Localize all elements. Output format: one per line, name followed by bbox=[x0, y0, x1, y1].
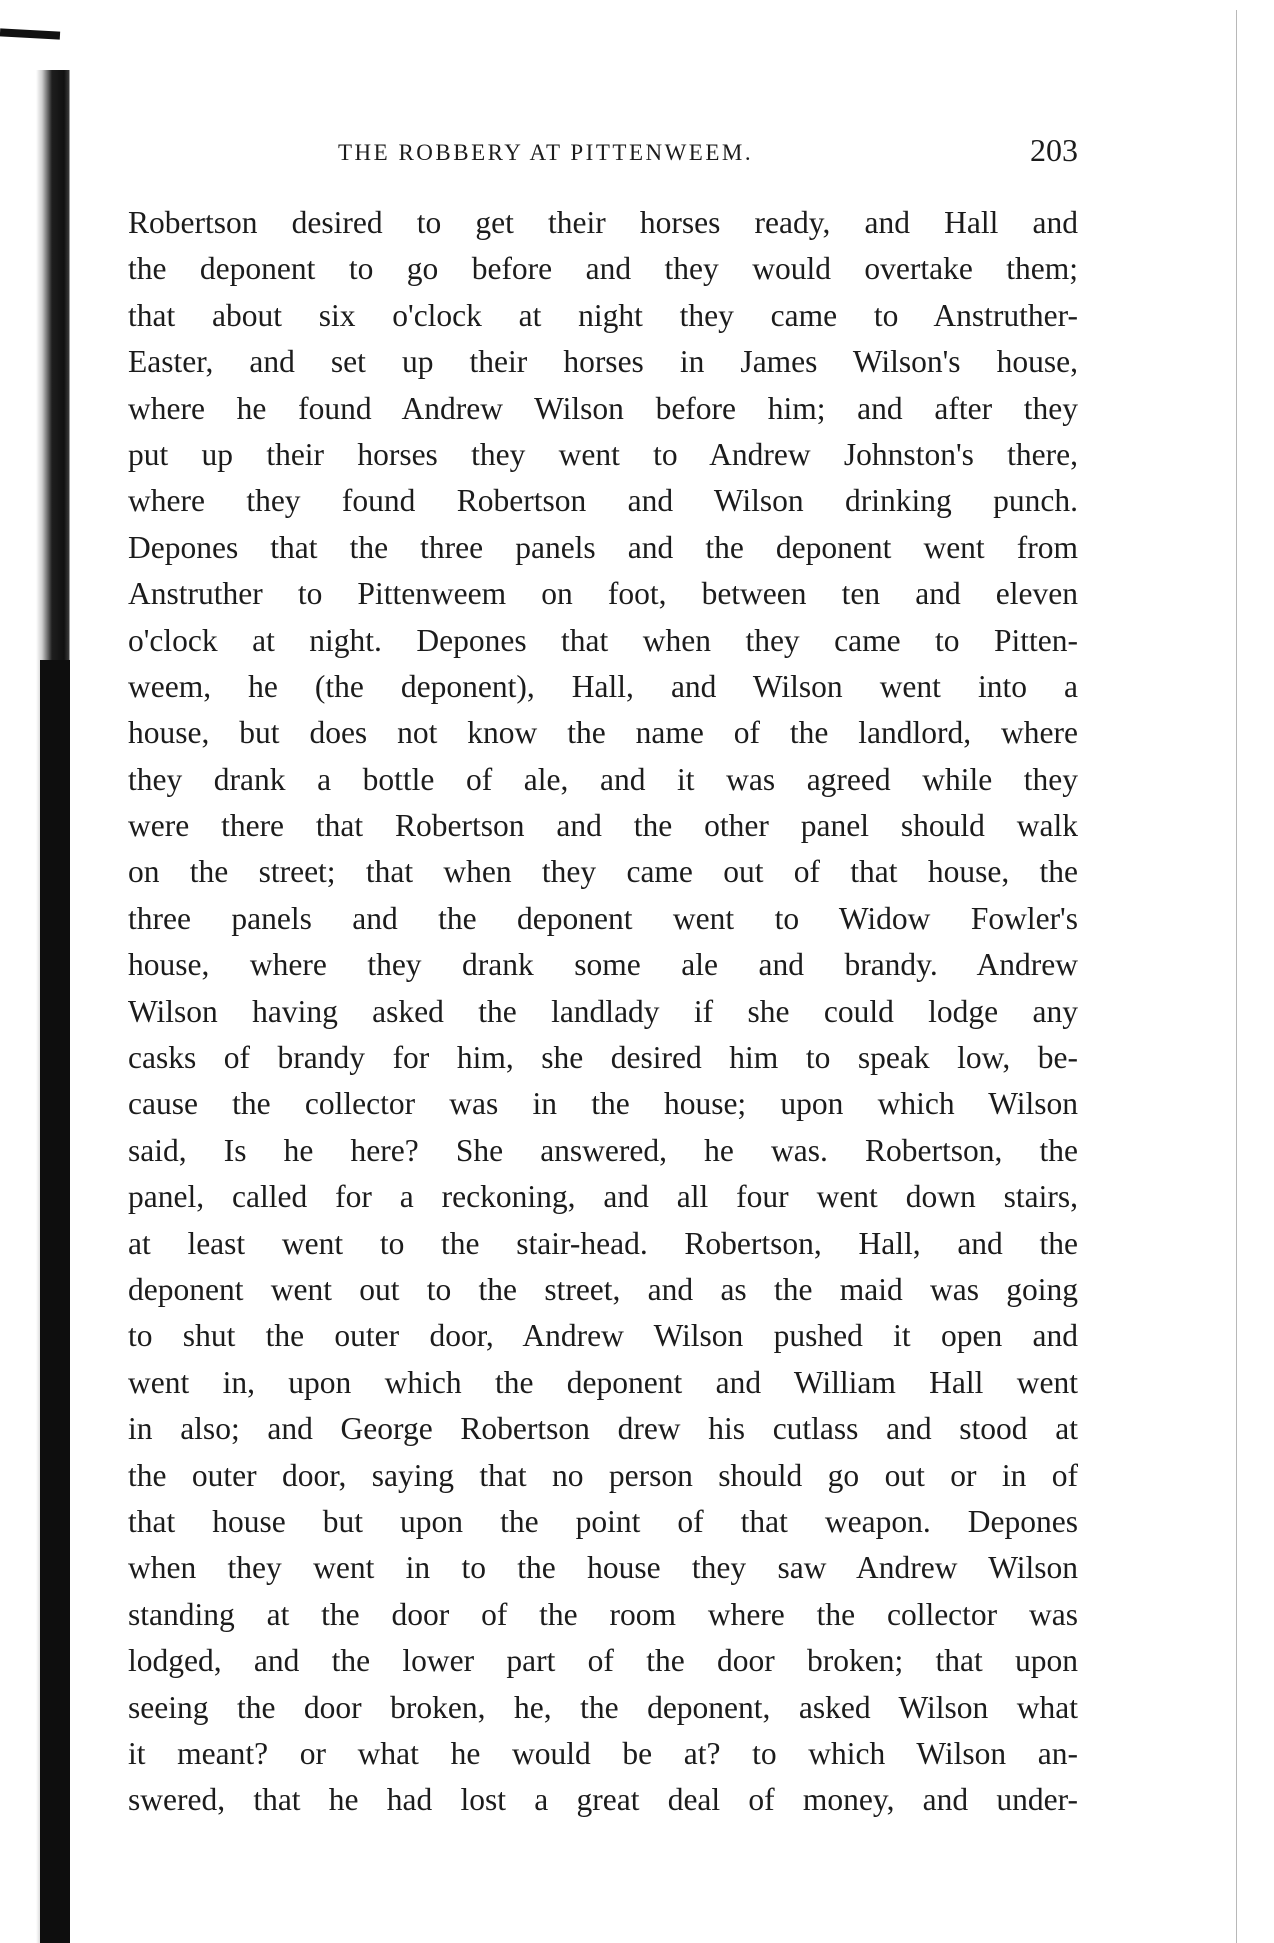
book-binding-shadow bbox=[40, 660, 70, 1943]
text-line: Robertson desired to get their horses ready, and Hall and bbox=[128, 205, 1078, 240]
scan-corner-mark bbox=[0, 28, 60, 39]
text-line: put up their horses they went to Andrew Johnston's there, bbox=[128, 436, 1078, 472]
text-line: house, where they drank some ale and brandy. Andrew bbox=[128, 947, 1078, 983]
text-line: cause the collector was in the house; upon which Wilson bbox=[128, 1086, 1078, 1122]
running-title: THE ROBBERY AT PITTENWEEM. bbox=[338, 140, 754, 165]
text-line: weem, he (the deponent), Hall, and Wilson went into a bbox=[128, 668, 1078, 704]
text-line: the deponent to go before and they would overtake them; bbox=[128, 251, 1078, 287]
text-line: that about six o'clock at night they came to Anstruther- bbox=[128, 297, 1078, 333]
text-line: seeing the door broken, he, the deponent, asked Wilson what bbox=[128, 1689, 1078, 1725]
text-line: house, but does not know the name of the landlord, where bbox=[128, 715, 1078, 751]
text-line: three panels and the deponent went to Widow Fowler's bbox=[128, 900, 1078, 936]
text-line: Anstruther to Pittenweem on foot, between ten and eleven bbox=[128, 576, 1078, 612]
page-edge bbox=[1236, 10, 1237, 1943]
text-line: Easter, and set up their horses in James Wilson's house, bbox=[128, 344, 1078, 380]
body-text bbox=[128, 200, 1078, 1824]
text-line: they drank a bottle of ale, and it was agreed while they bbox=[128, 761, 1078, 797]
text-line: the outer door, saying that no person should go out or in of bbox=[128, 1457, 1078, 1493]
text-line: o'clock at night. Depones that when they came to Pitten- bbox=[128, 622, 1078, 658]
text-line: panel, called for a reckoning, and all four went down stairs, bbox=[128, 1179, 1078, 1215]
text-line: where they found Robertson and Wilson drinking punch. bbox=[128, 483, 1078, 519]
text-line: that house but upon the point of that weapon. Depones bbox=[128, 1503, 1078, 1539]
text-line: to shut the outer door, Andrew Wilson pushed it open and bbox=[128, 1318, 1078, 1354]
page-number: 203 bbox=[1030, 132, 1078, 168]
text-line: were there that Robertson and the other panel should walk bbox=[128, 808, 1078, 844]
text-line: Wilson having asked the landlady if she could lodge any bbox=[128, 993, 1078, 1029]
text-line: when they went in to the house they saw Andrew Wilson bbox=[128, 1550, 1078, 1586]
text-line: Depones that the three panels and the deponent went from bbox=[128, 529, 1078, 565]
text-line: lodged, and the lower part of the door broken; that upon bbox=[128, 1643, 1078, 1679]
text-line: it meant? or what he would be at? to which Wilson an- bbox=[128, 1735, 1078, 1771]
text-line: in also; and George Robertson drew his cutlass and stood at bbox=[128, 1411, 1078, 1447]
text-line: on the street; that when they came out of that house, the bbox=[128, 854, 1078, 890]
text-line: said, Is he here? She answered, he was. Robertson, the bbox=[128, 1132, 1078, 1168]
text-line: where he found Andrew Wilson before him; and after they bbox=[128, 390, 1078, 426]
text-line: deponent went out to the street, and as the maid was going bbox=[128, 1271, 1078, 1307]
text-line: at least went to the stair-head. Robertson, Hall, and the bbox=[128, 1225, 1078, 1261]
text-line: standing at the door of the room where the collector was bbox=[128, 1596, 1078, 1632]
text-line: went in, upon which the deponent and William Hall went bbox=[128, 1364, 1078, 1400]
text-line: casks of brandy for him, she desired him to speak low, be- bbox=[128, 1040, 1078, 1076]
text-line: swered, that he had lost a great deal of money, and under- bbox=[128, 1782, 1078, 1818]
page-header bbox=[128, 132, 1078, 172]
